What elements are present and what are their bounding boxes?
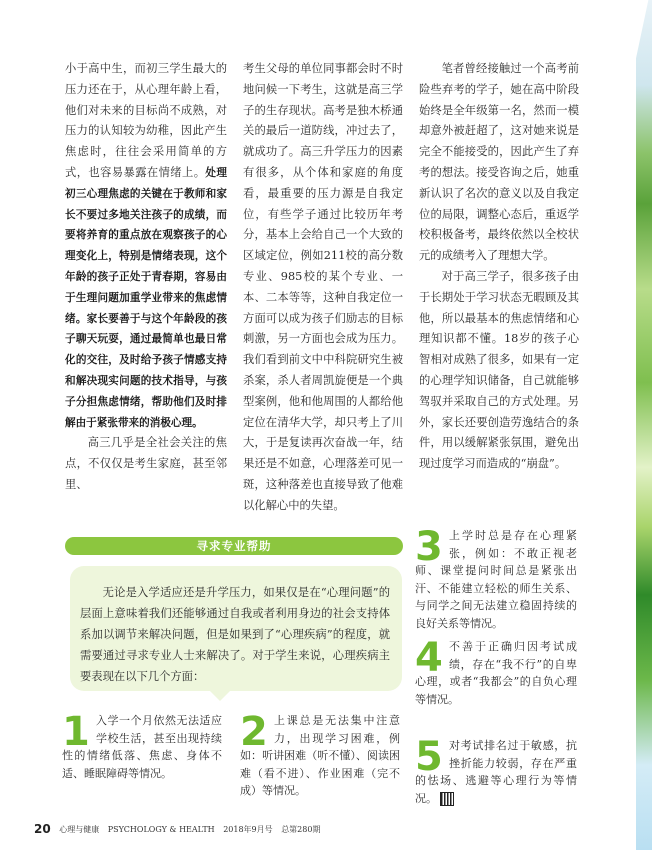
- magazine-name-cn: 心理与健康: [59, 825, 100, 834]
- article-column-2: [243, 59, 403, 517]
- paragraph: 考生父母的单位同事都会时不时地问候一下考生，这就是高三学子的生存现状。高考是独木桥通关的最后一道防线，冲过去了，就成功了。高三升学压力的因素有很多，从个体和家庭的角度看，最重要的压力源是自我定位，有些学子通过比较历年考分，基本上会给自己一个大致的区域定位，例如211校的高分数专业、985校的某个专业、一本、二本等等，这种自我定位一方面可以成为孩子们励志的目标刺激，另一方面也会成为压力。我们看到前文中中科院研究生被杀案，杀人者周凯旋便是一个典型案例，他和他周围的人都给他定位在清华大学，却只考上了川大，于是复读再次奋战一年，结果还是不如意，心理落差可见一斑，这种落差也直接导致了他难以化解心中的失望。: [243, 62, 403, 512]
- article-column-3: [419, 59, 579, 475]
- symptom-item-4: [415, 635, 577, 708]
- symptom-item-1: [62, 709, 222, 782]
- emphasis-text: 处理初三心理焦虑的关键在于教师和家长不要过多地关注孩子的成绩，而要将养育的重点放在观察孩子的心理变化上，特别是情绪表现，这个年龄的孩子正处于青春期，容易由于生理问题加重学业带来的焦虑情绪。家长要善于与这个年龄段的孩子聊天玩耍，通过最简单也最日常化的交往，及时给予孩子情感支持和解决现实问题的技术指导，与孩子分担焦虑情绪，帮助他们及时排解由于紧张带来的消极心理。: [65, 166, 227, 429]
- end-mark-icon: [440, 792, 454, 806]
- symptom-item-5: [415, 734, 577, 807]
- item-text-content: 上课总是无法集中注意力，出现学习困难，例如：听讲困难（听不懂）、阅读困难（看不进）、作业困难（完不成）等情况。: [240, 714, 400, 797]
- paragraph: [65, 59, 227, 433]
- item-number: 4: [415, 635, 443, 681]
- item-text-content: 对考试排名过于敏感，抗挫折能力较弱，存在严重的怯场、逃避等心理行为等情况。: [415, 739, 577, 805]
- item-number: 5: [415, 734, 443, 780]
- item-text-content: 入学一个月依然无法适应学校生活，甚至出现持续性的情绪低落、焦虑、身体不适、睡眠障碍等情况。: [62, 714, 222, 780]
- page-number: 20: [34, 822, 51, 836]
- total-issue: 总第280期: [281, 825, 321, 834]
- symptom-item-2: [240, 709, 400, 800]
- paragraph: 高三几乎是全社会关注的焦点，不仅仅是考生家庭，甚至邻里、: [65, 436, 227, 491]
- item-number: 3: [415, 524, 443, 570]
- item-text-content: 不善于正确归因考试成绩，存在“我不行”的自卑心理，或者“我都会”的自负心理等情况。: [415, 640, 577, 706]
- decorative-side-image: [636, 0, 652, 850]
- paragraph: 对于高三学子，很多孩子由于长期处于学习状态无暇顾及其他，所以最基本的焦虑情绪和心理知识都不懂。18岁的孩子心智相对成熟了很多，如果有一定的心理学知识储备，自己就能够驾驭并采取自己的方式处理。另外，家长还要创造劳逸结合的条件，用以缓解紧张氛围，避免出现过度学习而造成的“崩盘”。: [419, 269, 579, 471]
- magazine-name-en: PSYCHOLOGY & HEALTH: [107, 825, 215, 834]
- section-title: 寻求专业帮助: [65, 537, 403, 555]
- paragraph-text: 小于高中生，而初三学生最大的压力还在于，从心理年龄上看，他们对未来的目标尚不成熟，对压力的认知较为幼稚，因此产生焦虑时，往往会采用简单的方式，也容易暴露在情绪上。: [65, 62, 227, 179]
- issue-date: 2018年9月号: [223, 825, 273, 834]
- item-number: 2: [240, 709, 268, 755]
- page-footer: [34, 822, 326, 836]
- article-column-1: [65, 59, 227, 496]
- callout-tail: [210, 691, 230, 701]
- intro-callout: [70, 566, 402, 691]
- symptom-item-3: [415, 524, 577, 632]
- intro-text: 无论是入学适应还是升学压力，如果仅是在“心理问题”的层面上意味着我们还能够通过自我或者利用身边的社会支持体系加以调节来解决问题，但是如果到了“心理疾病”的程度，就需要通过寻求专业人士来解决了。对于学生来说，心理疾病主要表现在以下几个方面：: [80, 586, 390, 683]
- item-number: 1: [62, 709, 90, 755]
- paragraph: 笔者曾经接触过一个高考前险些弃考的学子，她在高中阶段始终是全年级第一名，然而一模却意外被赶超了，这对她来说是完全不能接受的，因此产生了弃考的想法。接受咨询之后，她重新认识了名次的意义以及自我定位的局限，调整心态后，重返学校积极备考，最终依然以全校状元的成绩考入了理想大学。: [419, 62, 579, 263]
- item-text-content: 上学时总是存在心理紧张，例如：不敢正视老师、课堂提问时间总是紧张出汗、不能建立轻松的师生关系、与同学之间无法建立稳固持续的良好关系等情况。: [415, 529, 577, 630]
